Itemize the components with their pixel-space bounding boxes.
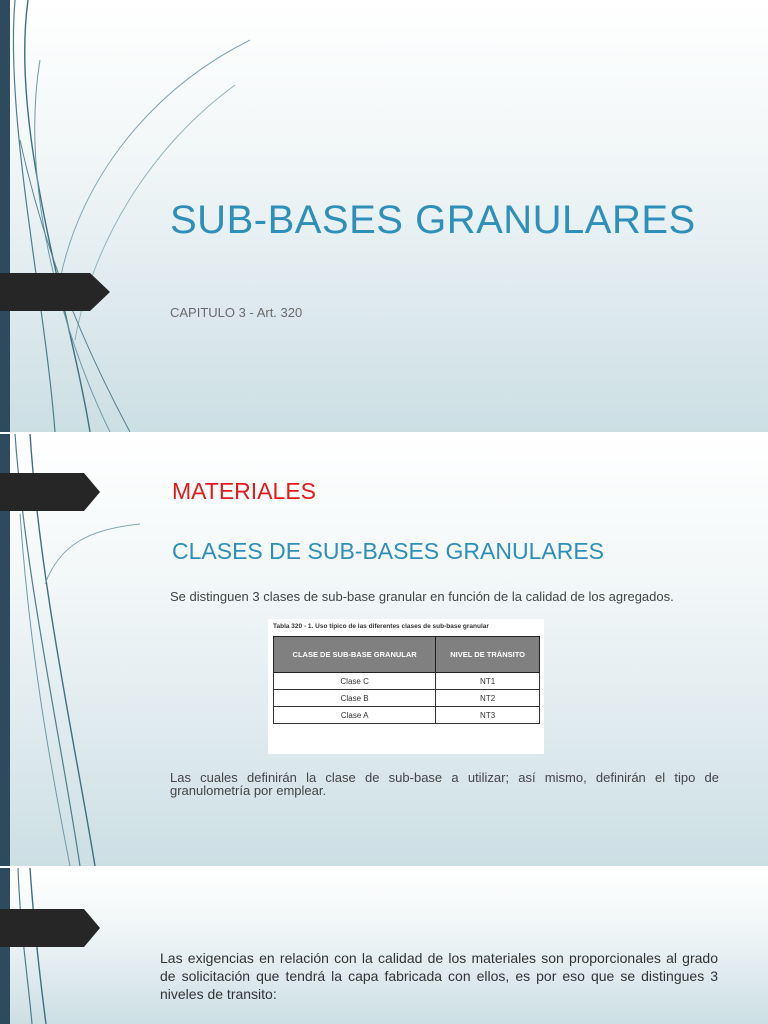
table-row xyxy=(274,673,540,690)
arrow-tab-icon xyxy=(0,909,110,947)
table-caption: Tabla 320 - 1. Uso típico de las diferentes clases de sub-base granular xyxy=(273,623,489,630)
closing-paragraph: Las cuales definirán la clase de sub-base a utilizar; así mismo, definirán el tipo de granulometría por emplear. xyxy=(170,770,719,798)
slide-subtitle: CAPITULO 3 - Art. 320 xyxy=(170,305,303,320)
table-cell: NT1 xyxy=(436,673,540,690)
arrow-tab-icon xyxy=(0,473,110,511)
table-cell: NT3 xyxy=(436,707,540,724)
requirements-paragraph: Las exigencias en relación con la calidad de los materiales son proporcionales al grado de solicitación que tendrá la capa fabricada con ellos, es por eso que se distingues 3 niveles de transito: xyxy=(160,950,718,1002)
table-header-traffic: NIVEL DE TRÁNSITO xyxy=(436,637,540,673)
side-accent-bar xyxy=(0,0,10,432)
table-cell: Clase C xyxy=(274,673,436,690)
materials-heading: MATERIALES xyxy=(172,478,316,504)
intro-paragraph: Se distinguen 3 clases de sub-base granular en función de la calidad de los agregados. xyxy=(170,589,674,604)
table-row xyxy=(274,707,540,724)
table-cell: NT2 xyxy=(436,690,540,707)
table-header-class: CLASE DE SUB-BASE GRANULAR xyxy=(274,637,436,673)
classes-table xyxy=(273,636,540,724)
table-cell: Clase A xyxy=(274,707,436,724)
slide-title-text: SUB-BASES GRANULARES xyxy=(170,198,696,242)
arrow-tab-icon xyxy=(0,273,110,311)
slide-materials xyxy=(0,434,768,866)
classes-heading: CLASES DE SUB-BASES GRANULARES xyxy=(172,538,605,564)
table-cell: Clase B xyxy=(274,690,436,707)
table-row xyxy=(274,690,540,707)
classes-table-figure xyxy=(268,619,544,754)
slide-requirements xyxy=(0,868,768,1024)
slide-title xyxy=(0,0,768,432)
